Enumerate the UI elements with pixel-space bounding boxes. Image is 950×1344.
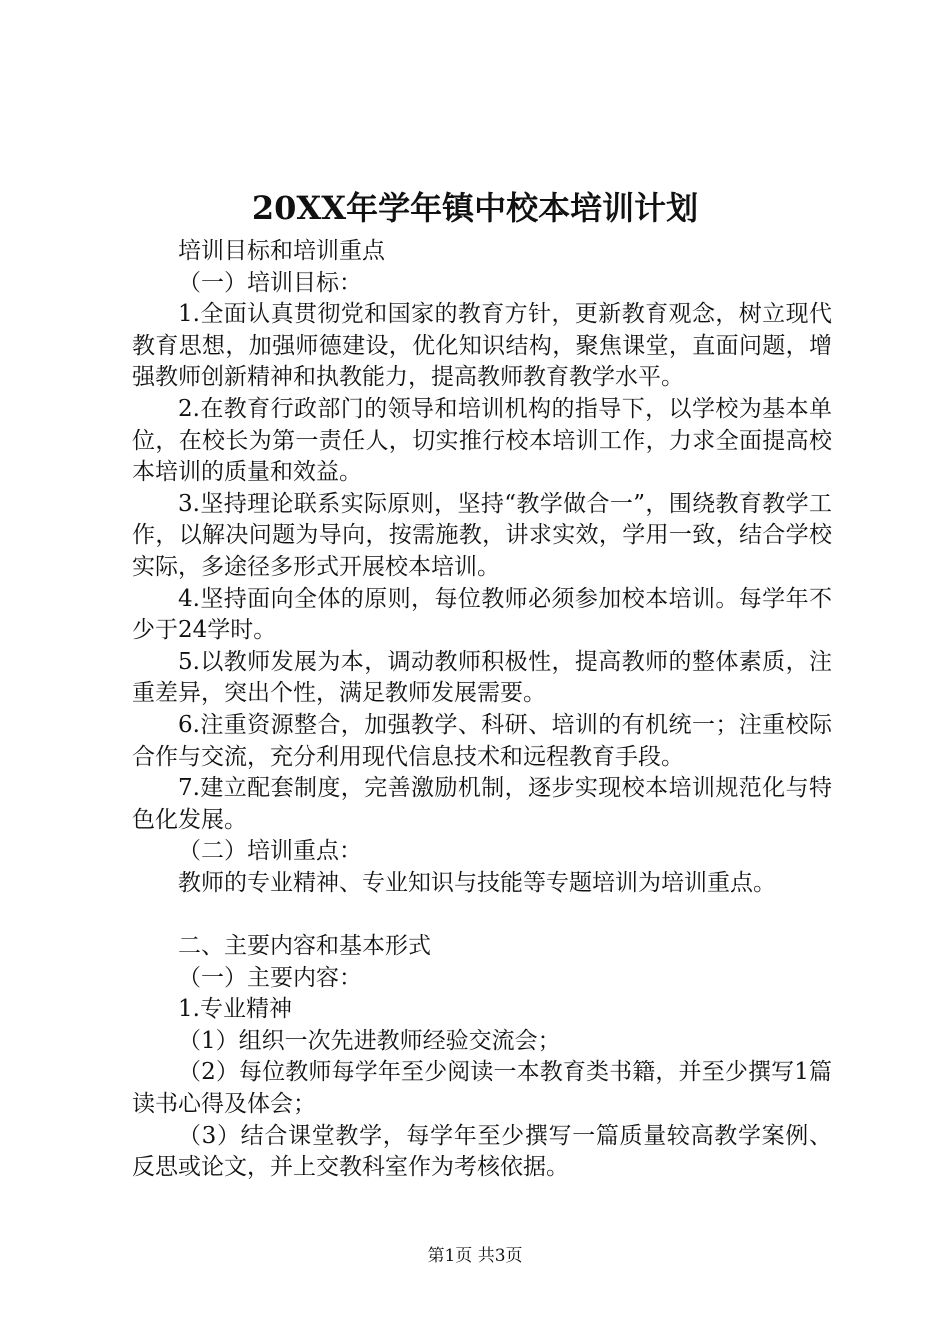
- paragraph-subheading-goals: （一）培训目标：: [178, 269, 362, 296]
- paragraph-subitem-1: （1）组织一次先进教师经验交流会；: [178, 1027, 561, 1054]
- paragraph-focus: 教师的专业精神、专业知识与技能等专题培训为培训重点。: [178, 869, 776, 896]
- paragraph-goal-3: 3.坚持理论联系实际原则，坚持“教学做合一”，围绕教育教学工作，以解决问题为导向，按需施教，讲求实效，学用一致，结合学校实际，多途径多形式开展校本培训。: [132, 490, 832, 580]
- page-footer: 第1页 共3页: [427, 1246, 523, 1266]
- paragraph-subheading-content: （一）主要内容：: [178, 964, 362, 991]
- paragraph-section-two-heading: 二、主要内容和基本形式: [178, 933, 431, 960]
- paragraph-goal-7: 7.建立配套制度，完善激励机制，逐步实现校本培训规范化与特色化发展。: [132, 775, 832, 833]
- document-title: 20XX年学年镇中校本培训计划: [251, 189, 699, 227]
- paragraph-goal-5: 5.以教师发展为本，调动教师积极性，提高教师的整体素质，注重差异，突出个性，满足教师发展需要。: [132, 648, 832, 707]
- document-body: [132, 236, 832, 1184]
- paragraph-goal-4: 4.坚持面向全体的原则，每位教师必须参加校本培训。每学年不少于24学时。: [132, 585, 832, 644]
- paragraph-goal-2: 2.在教育行政部门的领导和培训机构的指导下，以学校为基本单位，在校长为第一责任人，切实推行校本培训工作，力求全面提高校本培训的质量和效益。: [132, 395, 832, 486]
- blank-line: [132, 899, 832, 931]
- paragraph-section-heading: 培训目标和培训重点: [178, 238, 385, 264]
- paragraph-subitem-3: （3）结合课堂教学，每学年至少撰写一篇质量较高教学案例、反思或论文，并上交教科室作为考核依据。: [132, 1122, 832, 1181]
- paragraph-goal-6: 6.注重资源整合，加强教学、科研、培训的有机统一；注重校际合作与交流，充分利用现代信息技术和远程教育手段。: [132, 711, 832, 770]
- paragraph-goal-1: 1.全面认真贯彻党和国家的教育方针，更新教育观念，树立现代教育思想，加强师德建设，优化知识结构，聚焦课堂，直面问题，增强教师创新精神和执教能力，提高教师教育教学水平。: [132, 301, 832, 391]
- paragraph-item-professional-spirit: 1.专业精神: [178, 996, 292, 1023]
- paragraph-subitem-2: （2）每位教师每学年至少阅读一本教育类书籍，并至少撰写1篇读书心得及体会；: [132, 1059, 832, 1118]
- paragraph-subheading-focus: （二）培训重点：: [178, 838, 362, 865]
